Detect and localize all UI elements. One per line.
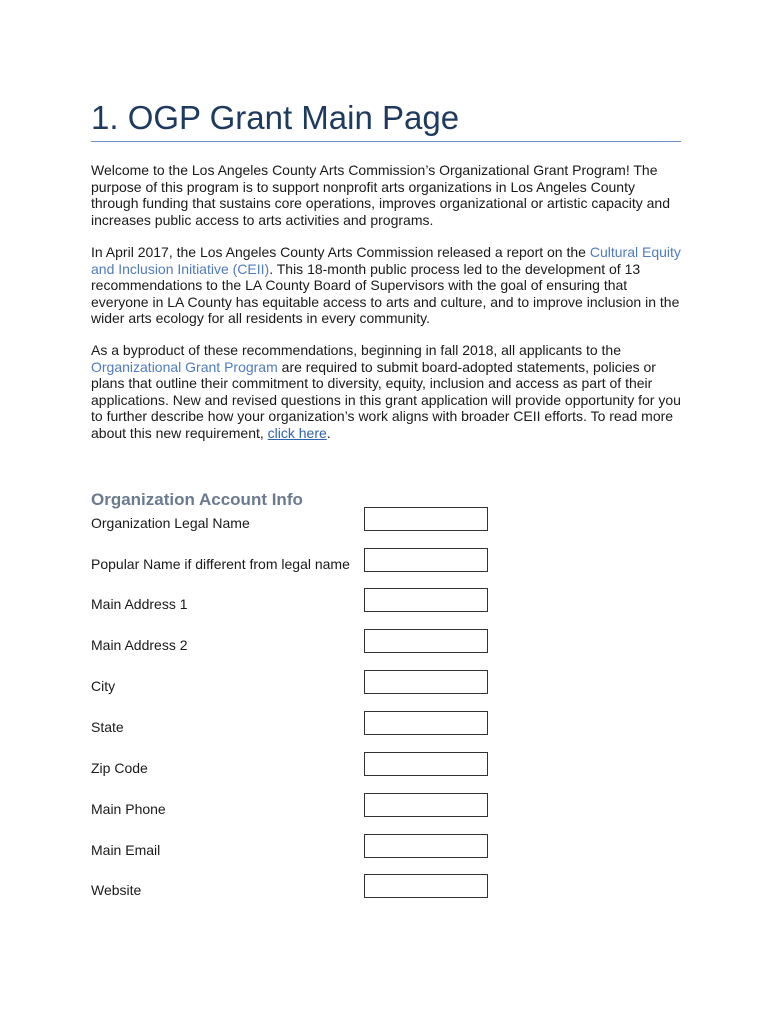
field-row-phone [91,801,683,829]
field-label: Website [91,882,142,898]
main-phone-input[interactable] [364,793,488,817]
title-divider [91,141,681,142]
address-1-input[interactable] [364,588,488,612]
field-row-zip [91,760,683,788]
popular-name-input[interactable] [364,548,488,572]
p2-text-after: . This 18-month public process led to the development of 13 recommendations to the LA County Board of Supervisors with the goal of ensuring that everyone in LA County has equitable access to arts and culture, and to improve inclusion in the wider arts ecology for all residents in every community. [91,260,680,326]
legal-name-input[interactable] [364,507,488,531]
field-row-address-2 [91,637,683,665]
field-row-email [91,842,683,870]
zip-code-input[interactable] [364,752,488,776]
field-label: City [91,678,116,694]
ceii-link[interactable]: Cultural Equity and Inclusion Initiative (CEII) [91,244,681,277]
field-row-legal-name [91,515,683,543]
page-title: 1. OGP Grant Main Page [91,99,460,136]
intro-paragraph-2 [91,244,683,327]
p3-text-after: . [326,424,331,441]
field-label: Main Phone [91,801,166,817]
field-row-address-1 [91,596,683,624]
field-row-city [91,678,683,706]
p3-text-before: As a byproduct of these recommendations, beginning in fall 2018, all applicants to the [91,342,621,358]
field-row-popular-name [91,556,683,584]
main-email-input[interactable] [364,834,488,858]
field-row-website [91,882,683,910]
intro-paragraph-3 [91,342,683,441]
p3-text-middle: are required to submit board-adopted statements, policies or plans that outline their commitment to diversity, equity, inclusion and access as part of their applications. New and revised questions in this grant application will provide opportunity for you to further describe how your organization’s work aligns with broader CEII efforts. To read more about this new requirement, [91,358,681,441]
click-here-link[interactable]: click here [267,424,327,441]
state-input[interactable] [364,711,488,735]
website-input[interactable] [364,874,488,898]
field-label: Popular Name if different from legal name [91,556,350,572]
p2-text-before: In April 2017, the Los Angeles County Arts Commission released a report on the [91,244,590,260]
address-2-input[interactable] [364,629,488,653]
field-label: State [91,719,124,735]
field-label: Zip Code [91,760,148,776]
field-label: Main Address 1 [91,596,188,612]
field-label: Organization Legal Name [91,515,250,531]
field-label: Main Email [91,842,161,858]
field-row-state [91,719,683,747]
city-input[interactable] [364,670,488,694]
intro-paragraph-1: Welcome to the Los Angeles County Arts Commission’s Organizational Grant Program! The purpose of this program is to support nonprofit arts organizations in Los Angeles County through funding that sustains core operations, improves organizational or artistic capacity and increases public access to arts activities and programs. [91,162,670,228]
ogp-link[interactable]: Organizational Grant Program [91,358,278,375]
field-label: Main Address 2 [91,637,188,653]
section-heading: Organization Account Info [91,490,303,509]
